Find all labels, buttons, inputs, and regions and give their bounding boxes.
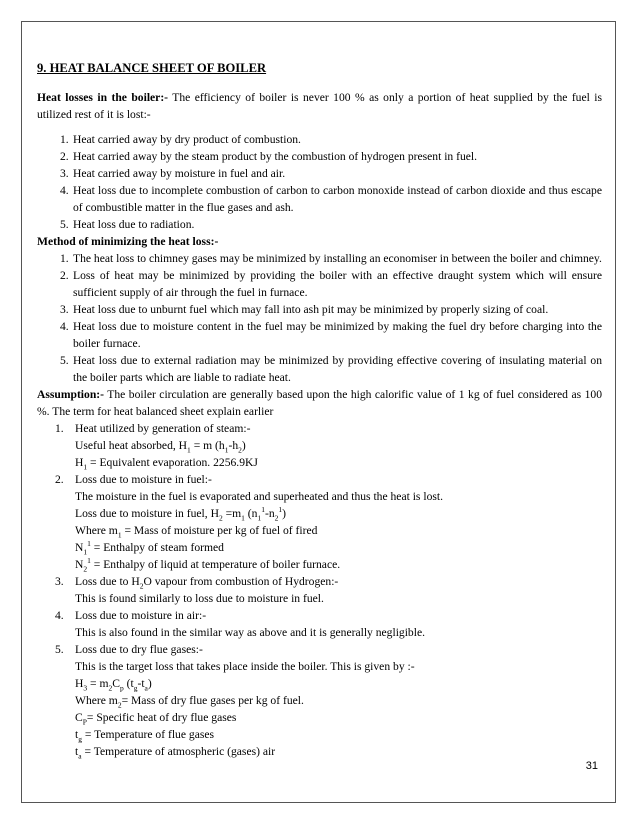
list-item: 5. Heat loss due to external radiation may be minimized by providing effective covering of insulating material on the boiler parts which are liable to radiate heat. bbox=[60, 354, 602, 384]
list-item: 3. Heat carried away by moisture in fuel and air. bbox=[60, 167, 286, 180]
section-title: 9. HEAT BALANCE SHEET OF BOILER bbox=[37, 61, 267, 75]
assumption-paragraph: Assumption:- The boiler circulation are generally based upon the high calorific value of 1 kg of fuel considered as 100 %. The term for heat balanced sheet explain earlier bbox=[37, 388, 602, 418]
page-number: 31 bbox=[585, 760, 598, 772]
list-item: 3. Loss due to $H_2O$ vapour from combustion of Hydrogen:- This is found similarly to loss due to moisture in fuel. bbox=[55, 575, 339, 605]
heat-balance-list bbox=[37, 420, 602, 760]
document-body bbox=[37, 60, 602, 760]
losses-list bbox=[37, 131, 602, 233]
list-item: 1. Heat carried away by dry product of combustion. bbox=[60, 133, 301, 146]
list-item: 2. Heat carried away by the steam product by the combustion of hydrogen present in fuel. bbox=[60, 150, 478, 163]
intro-paragraph bbox=[37, 89, 602, 123]
list-item: 3. Heat loss due to unburnt fuel which may fall into ash pit may be minimized by properly sizing of coal. bbox=[60, 303, 549, 316]
list-item: 5. Heat loss due to radiation. bbox=[60, 218, 195, 231]
intro-text: The efficiency of boiler is never 100 % as only a portion of heat supplied by the fuel is utilized rest of it is lost:- bbox=[37, 91, 602, 121]
list-item: 4. Heat loss due to moisture content in the fuel may be minimized by making the fuel dry before charging into the boiler furnace. bbox=[60, 320, 602, 350]
list-item: 1. The heat loss to chimney gases may be minimized by installing an economiser in between the boiler and chimney. bbox=[60, 252, 602, 265]
list-item: 2. Loss due to moisture in fuel:- The moisture in the fuel is evaporated and superheated and thus the heat is lost. Loss due to moisture in fuel, $H_2 =m_1$ $(n_1^1-n_2^1)$ Where $m_1$ = Mass of moisture per kg of fuel of fired $N_1^1$ = Enthalpy of steam formed $N_2^1$ = Enthalpy of liquid at temperature of boiler furnace. bbox=[55, 473, 443, 574]
method-list bbox=[37, 250, 602, 386]
list-item: 2. Loss of heat may be minimized by providing the boiler with an effective draught system which will ensure sufficient supply of air through the fuel in furnace. bbox=[60, 269, 602, 299]
intro-heading: Heat losses in the boiler:- bbox=[37, 91, 169, 104]
list-item: 1. Heat utilized by generation of steam:- Useful heat absorbed, $H_1 = m$ $(h_1-h_2)$ $H_1$ = Equivalent evaporation. 2256.9KJ bbox=[55, 422, 258, 472]
method-heading: Method of minimizing the heat loss:- bbox=[37, 235, 219, 248]
list-item: 5. Loss due to dry flue gases:- This is the target loss that takes place inside the boiler. This is given by :- $H_3 = m_2C_p$ $(t_g-t_a)$ Where $m_2=$ Mass of dry flue gases per kg of fuel. $C_P=$ Specific heat of dry flue gases $t_g$ = Temperature of flue gases $t_a$ = Temperature of atmospheric (gases) air bbox=[55, 643, 415, 761]
list-item: 4. Heat loss due to incomplete combustion of carbon to carbon monoxide instead of carbon dioxide and thus escape of combustible matter in the flue gases and ash. bbox=[60, 184, 602, 214]
list-item: 4. Loss due to moisture in air:- This is also found in the similar way as above and it is generally negligible. bbox=[55, 609, 425, 639]
